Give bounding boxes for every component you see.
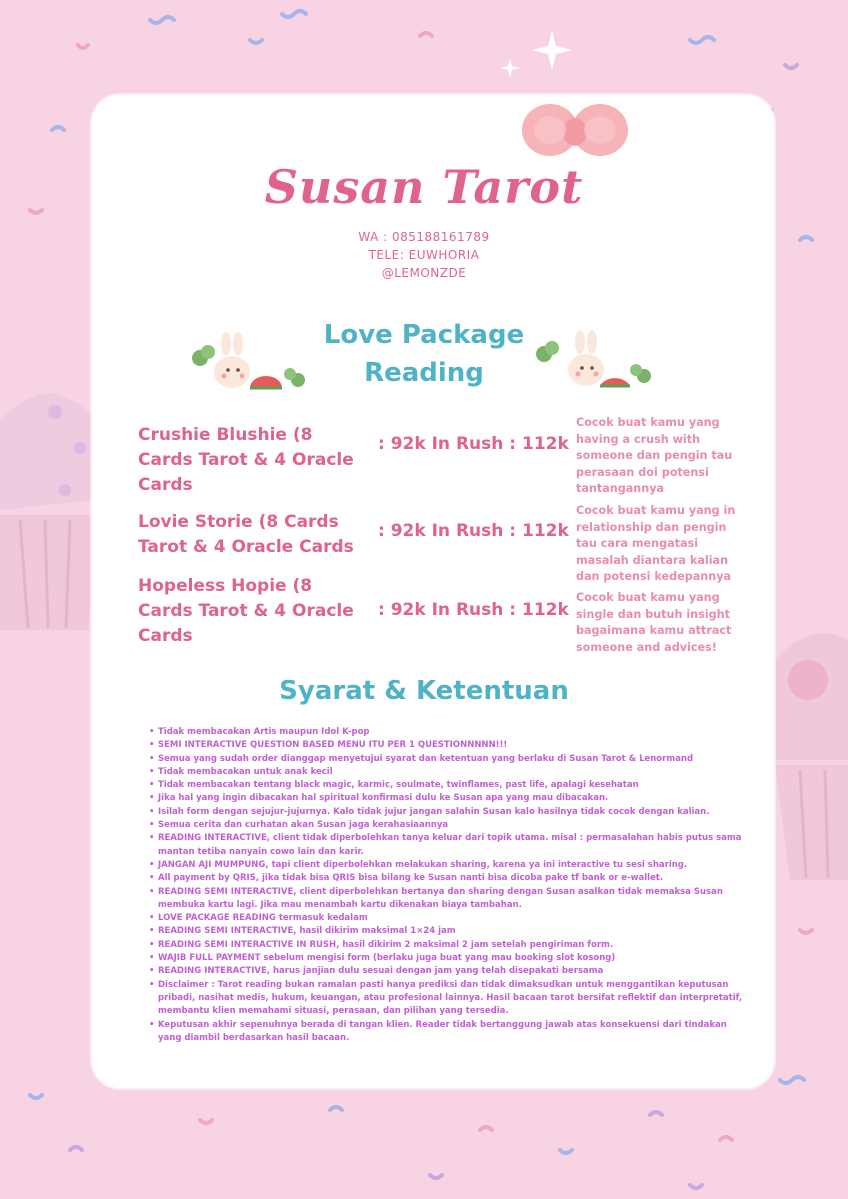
- terms-list: [148, 726, 748, 1045]
- package-desc-hopeless: Cocok buat kamu yang single dan butuh insight bagaimana kamu attract someone and advices!: [576, 591, 732, 654]
- terms-item: • READING INTERACTIVE, client tidak diperbolehkan tanya keluar dari topik utama. misal : permasalahan habis putus sama mantan tetiba nanyain cowo lain dan karir.: [158, 832, 748, 859]
- terms-title: Syarat & Ketentuan: [279, 676, 569, 706]
- love-package-title-line1: Love Package: [323, 320, 525, 350]
- terms-item: • READING SEMI INTERACTIVE IN RUSH, hasil dikirim 2 maksimal 2 jam setelah pengiriman form.: [158, 939, 748, 952]
- terms-item: • Jika hal yang ingin dibacakan hal spiritual konfirmasi dulu ke Susan apa yang mau dibacakan.: [158, 792, 748, 805]
- terms-item: • Tidak membacakan untuk anak kecil: [158, 766, 748, 779]
- terms-item: • LOVE PACKAGE READING termasuk kedalam: [158, 912, 748, 925]
- terms-item: • Isilah form dengan sejujur-jujurnya. Kalo tidak jujur jangan salahin Susan kalo hasilnya tidak cocok dengan kalian.: [158, 806, 748, 819]
- terms-item: • Semua yang sudah order dianggap menyetujui syarat dan ketentuan yang berlaku di Susan Tarot & Lenormand: [158, 753, 748, 766]
- brand-title: Susan Tarot: [264, 160, 584, 214]
- terms-item: • WAJIB FULL PAYMENT sebelum mengisi form (berlaku juga buat yang mau booking slot kosong): [158, 952, 748, 965]
- terms-item: • JANGAN AJI MUMPUNG, tapi client diperbolehkan melakukan sharing, karena ya ini interactive tu sesi sharing.: [158, 859, 748, 872]
- sparkle-icon: [500, 30, 572, 78]
- terms-item: • Disclaimer : Tarot reading bukan ramalan pasti hanya prediksi dan tidak dimaksudkan untuk menggantikan keputusan pribadi, nasihat medis, hukum, keuangan, atau profesional lainnya. Hasil bacaan tarot bersifat reflektif dan interpretatif, membantu klien memahami situasi, perasaan, dan pilihan yang tersedia.: [158, 979, 748, 1019]
- package-price-hopeless: : 92k In Rush : 112k: [378, 600, 569, 620]
- bunny-watermelon-right-icon: [530, 330, 656, 400]
- terms-item: • Keputusan akhir sepenuhnya berada di tangan klien. Reader tidak bertanggung jawab atas konsekuensi dari tindakan yang diambil berdasarkan hasil bacaan.: [158, 1019, 748, 1046]
- package-desc-crushie: Cocok buat kamu yang having a crush with someone dan pengin tau perasaan doi potensi tantangannya: [576, 416, 733, 495]
- terms-item: • Tidak membacakan tentang black magic, karmic, soulmate, twinflames, past life, apalagi kesehatan: [158, 779, 748, 792]
- contact-telegram: TELE: EUWHORIA: [368, 248, 480, 262]
- contact-whatsapp: WA : 085188161789: [358, 230, 490, 244]
- love-package-title: [0, 316, 848, 392]
- terms-item: • READING SEMI INTERACTIVE, hasil dikirim maksimal 1×24 jam: [158, 925, 748, 938]
- terms-item: • All payment by QRIS, jika tidak bisa QRIS bisa bilang ke Susan nanti bisa dicoba pake tf bank or e-wallet.: [158, 872, 748, 885]
- package-price-crushie: : 92k In Rush : 112k: [378, 434, 569, 454]
- terms-item: • Tidak membacakan Artis maupun Idol K-pop: [158, 726, 748, 739]
- package-price-lovie: : 92k In Rush : 112k: [378, 521, 569, 541]
- package-name-crushie: Crushie Blushie (8 Cards Tarot & 4 Oracle Cards: [138, 425, 354, 495]
- terms-item: • Semua cerita dan curhatan akan Susan jaga kerahasiaannya: [158, 819, 748, 832]
- package-name-hopeless: Hopeless Hopie (8 Cards Tarot & 4 Oracle Cards: [138, 576, 354, 646]
- cupcake-left-decoration: [0, 393, 103, 630]
- package-desc-lovie: Cocok buat kamu yang in relationship dan pengin tau cara mengatasi masalah diantara kalian dan potensi kedepannya: [576, 504, 736, 583]
- cupcake-right-decoration: [775, 633, 848, 880]
- contact-handle: @LEMONZDE: [381, 266, 467, 280]
- terms-item: • READING INTERACTIVE, harus janjian dulu sesuai dengan jam yang telah disepakati bersama: [158, 965, 748, 978]
- love-package-title-line2: Reading: [364, 358, 484, 388]
- terms-item: • READING SEMI INTERACTIVE, client diperbolehkan bertanya dan sharing dengan Susan asalkan tidak memaksa Susan membuka kartu lagi. Jika mau menambah kartu dikenakan biaya tambahan.: [158, 886, 748, 913]
- bunny-watermelon-left-icon: [186, 330, 312, 400]
- terms-item: • SEMI INTERACTIVE QUESTION BASED MENU ITU PER 1 QUESTIONNNNN!!!: [158, 739, 748, 752]
- package-name-lovie: Lovie Storie (8 Cards Tarot & 4 Oracle Cards: [138, 512, 354, 557]
